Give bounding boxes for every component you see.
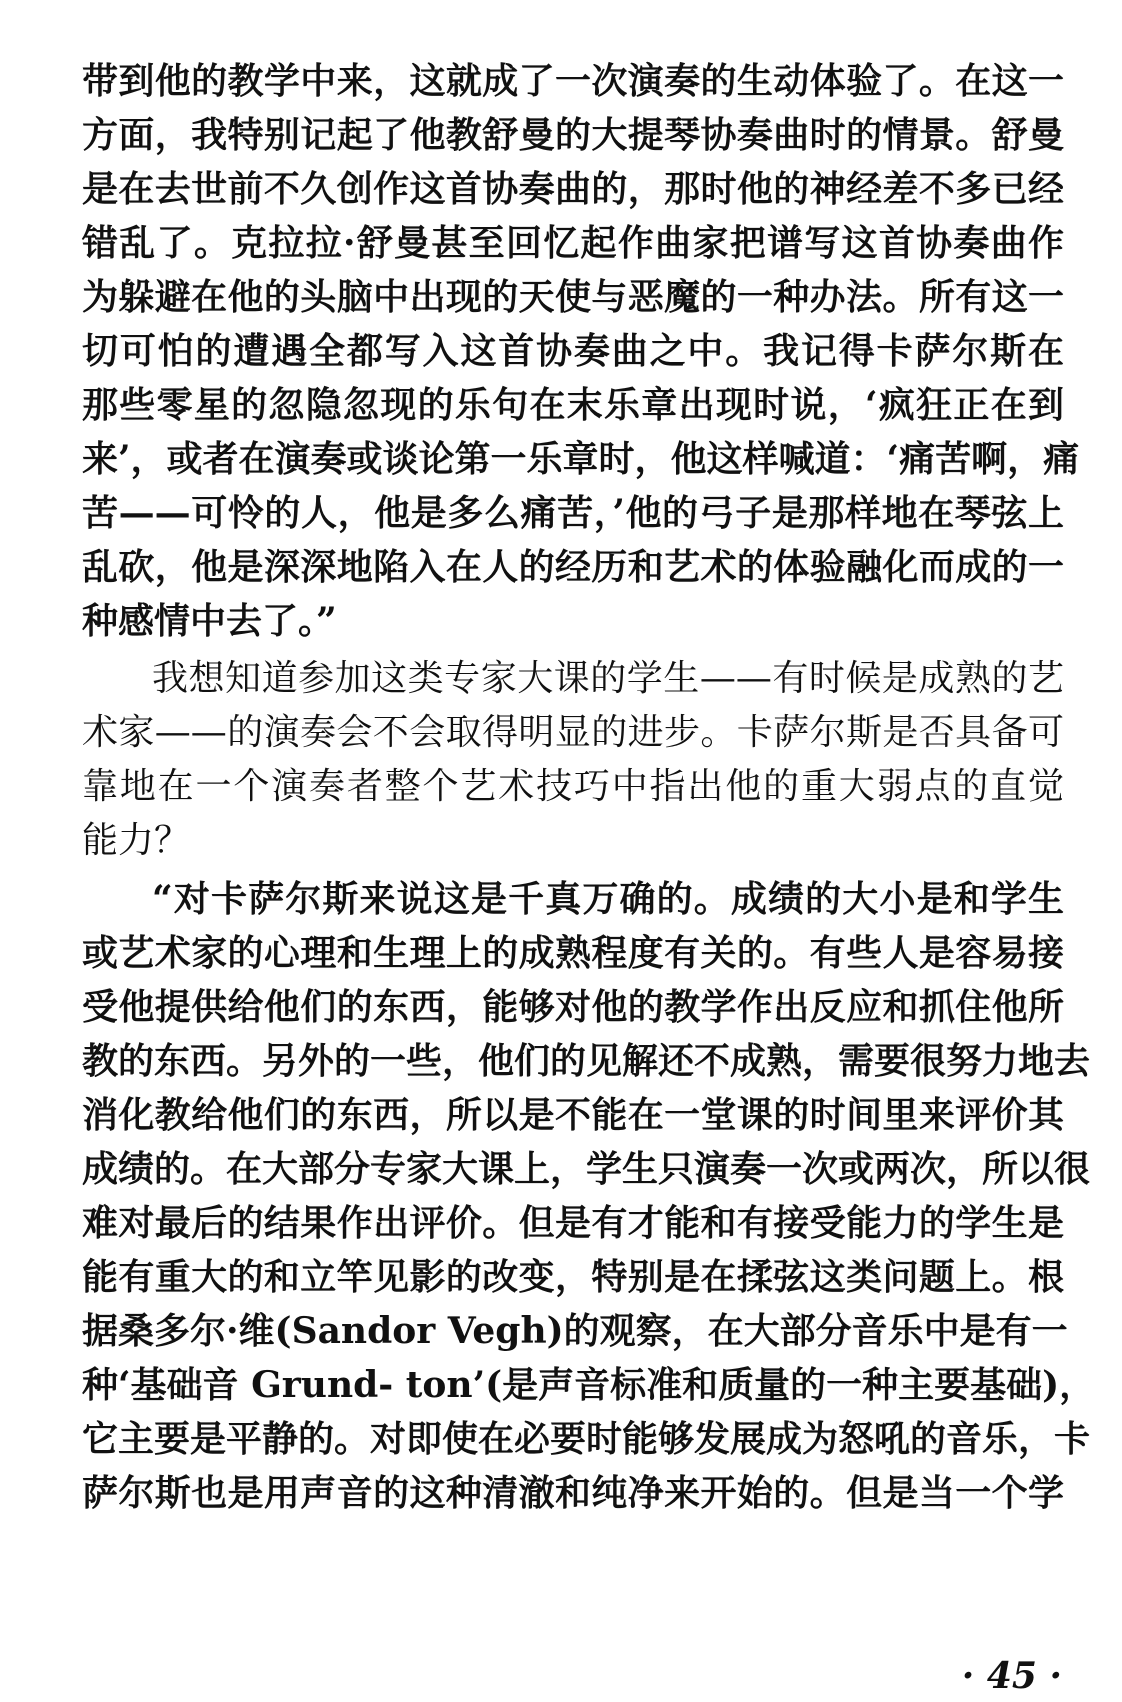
text-line: “对卡萨尔斯来说这是千真万确的。成绩的大小是和学生 — [152, 878, 1064, 920]
text-line: 方面，我特别记起了他教舒曼的大提琴协奏曲时的情景。舒曼 — [82, 114, 1064, 156]
page-number: · 45 · — [961, 1655, 1062, 1697]
text-line: 错乱了。克拉拉·舒曼甚至回忆起作曲家把谱写这首协奏曲作 — [82, 222, 1064, 264]
text-line: 靠地在一个演奏者整个艺术技巧中指出他的重大弱点的直觉 — [82, 766, 1064, 807]
text-line: 为躲避在他的头脑中出现的天使与恶魔的一种办法。所有这一 — [82, 276, 1064, 318]
text-line: 难对最后的结果作出评价。但是有才能和有接受能力的学生是 — [82, 1202, 1064, 1244]
text-line: 或艺术家的心理和生理上的成熟程度有关的。有些人是容易接 — [82, 932, 1064, 974]
text-line: 能有重大的和立竿见影的改变，特别是在揉弦这类问题上。根 — [82, 1256, 1064, 1298]
text-line: 教的东西。另外的一些，他们的见解还不成熟，需要很努力地去 — [82, 1040, 1091, 1082]
text-line: 它主要是平静的。对即使在必要时能够发展成为怒吼的音乐，卡 — [82, 1418, 1091, 1460]
text-line: 种‘基础音 Grund- ton’(是声音标准和质量的一种主要基础)， — [82, 1364, 1096, 1406]
text-line: 能力？ — [82, 820, 191, 861]
text-line: 乱砍，他是深深地陷入在人的经历和艺术的体验融化而成的一 — [82, 546, 1064, 588]
text-line: 那些零星的忽隐忽现的乐句在末乐章出现时说，‘疯狂正在到 — [82, 384, 1064, 426]
text-line: 我想知道参加这类专家大课的学生——有时候是成熟的艺 — [152, 658, 1064, 699]
text-line: 来’，或者在演奏或谈论第一乐章时，他这样喊道：‘痛苦啊，痛 — [82, 438, 1080, 480]
text-line: 据桑多尔·维(Sandor Vegh)的观察，在大部分音乐中是有一 — [82, 1310, 1068, 1352]
text-line: 种感情中去了。” — [82, 600, 337, 642]
text-line: 术家——的演奏会不会取得明显的进步。卡萨尔斯是否具备可 — [82, 712, 1064, 753]
text-line: 受他提供给他们的东西，能够对他的教学作出反应和抓住他所 — [82, 986, 1064, 1028]
text-line: 成绩的。在大部分专家大课上，学生只演奏一次或两次，所以很 — [82, 1148, 1091, 1190]
text-line: 萨尔斯也是用声音的这种清澈和纯净来开始的。但是当一个学 — [82, 1472, 1064, 1514]
text-line: 是在去世前不久创作这首协奏曲的，那时他的神经差不多已经 — [82, 168, 1064, 210]
text-line: 切可怕的遭遇全都写入这首协奏曲之中。我记得卡萨尔斯在 — [82, 330, 1064, 372]
text-line: 带到他的教学中来，这就成了一次演奏的生动体验了。在这一 — [82, 60, 1064, 102]
text-line: 消化教给他们的东西，所以是不能在一堂课的时间里来评价其 — [82, 1094, 1064, 1136]
text-line: 苦——可怜的人，他是多么痛苦，’他的弓子是那样地在琴弦上 — [82, 492, 1064, 534]
